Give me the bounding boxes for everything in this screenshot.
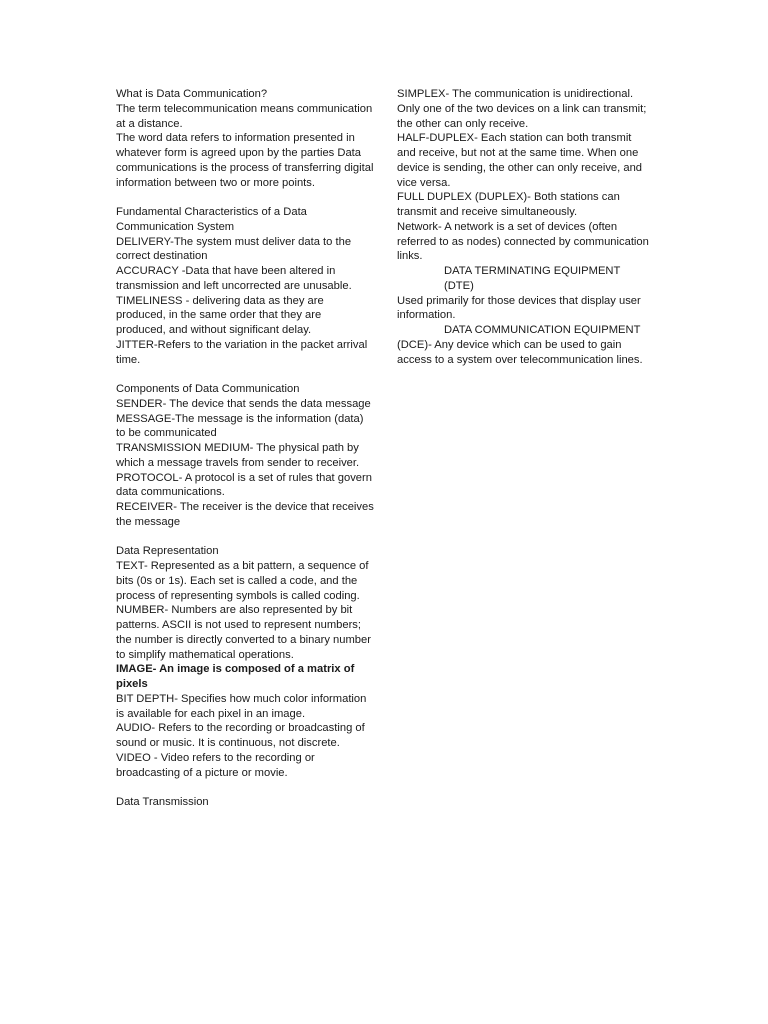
dce-description: (DCE)- Any device which can be used to gain access to a system over telecommunication lines. [397,338,643,366]
representation-image: IMAGE- An image is composed of a matrix of pixels [116,663,358,690]
spacer [116,190,374,205]
representation-text: TEXT- Represented as a bit pattern, a sequence of bits (0s or 1s). Each set is called a code, and the process of representing symbols is called coding. [116,560,372,602]
intro-heading: What is Data Communication? [116,88,268,100]
representation-number: NUMBER- Numbers are also represented by bit patterns. ASCII is not used to represent numbers; the number is directly converted to a binary number to simplify mathematical operations. [116,604,375,661]
mode-simplex: SIMPLEX- The communication is unidirectional. Only one of the two devices on a link can transmit; the other can only receive. [397,88,650,130]
representation-bit-depth: BIT DEPTH- Specifies how much color information is available for each pixel in an image. [116,692,370,720]
representation-audio: AUDIO- Refers to the recording or broadcasting of sound or music. It is continuous, not discrete. [116,722,368,749]
components-protocol: PROTOCOL- A protocol is a set of rules that govern data communications. [116,471,376,499]
fundamentals-delivery: DELIVERY-The system must deliver data to the correct destination [116,235,355,263]
fundamentals-heading: Fundamental Characteristics of a Data Communication System [116,206,311,233]
transmission-heading: Data Transmission [116,796,209,808]
fundamentals-timeliness: TIMELINESS - delivering data as they are produced, in the same order that they are produced, and without significant delay. [116,294,327,336]
spacer [116,530,374,545]
representation-video: VIDEO - Video refers to the recording or broadcasting of a picture or movie. [116,751,318,779]
spacer [116,780,374,795]
fundamentals-accuracy: ACCURACY -Data that have been altered in transmission and left uncorrected are unusable. [116,265,352,292]
dte-heading: DATA TERMINATING EQUIPMENT (DTE) [444,265,624,292]
right-column [397,87,651,367]
intro-paragraph-telecommunication: The term telecommunication means communication at a distance. [116,102,376,130]
left-column [116,87,377,810]
dte-description: Used primarily for those devices that display user information. [397,294,644,322]
network-definition: Network- A network is a set of devices (often referred to as nodes) connected by communication links. [397,220,652,263]
representation-heading: Data Representation [116,545,219,558]
spacer [116,367,374,382]
mode-half-duplex: HALF-DUPLEX- Each station can both transmit and receive, but not at the same time. When one device is sending, the other can only receive, and vice versa. [397,132,646,189]
dce-heading: DATA COMMUNICATION EQUIPMENT [444,324,641,336]
components-message: MESSAGE-The message is the information (data) to be communicated [116,412,367,440]
intro-paragraph-data: The word data refers to information presented in whatever form is agreed upon by the parties Data communications is the process of transferring digital information between two or more points. [116,132,377,189]
components-heading: Components of Data Communication [116,383,300,395]
fundamentals-jitter: JITTER-Refers to the variation in the packet arrival time. [116,338,371,366]
components-sender: SENDER- The device that sends the data message [116,397,371,410]
components-receiver: RECEIVER- The receiver is the device that receives the message [116,501,377,528]
mode-full-duplex: FULL DUPLEX (DUPLEX)- Both stations can transmit and receive simultaneously. [397,191,623,218]
components-transmission-medium: TRANSMISSION MEDIUM- The physical path by which a message travels from sender to receiver. [116,442,362,469]
